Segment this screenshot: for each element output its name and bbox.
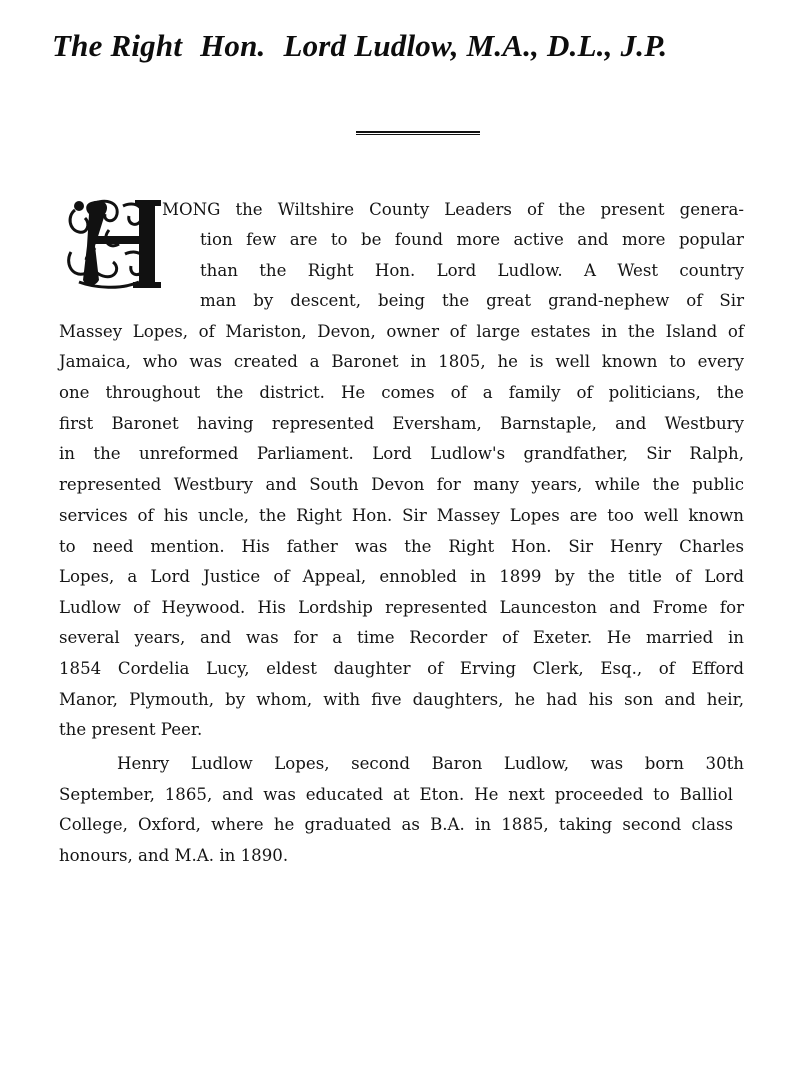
text-line: Lopes, a Lord Justice of Appeal, ennobled in 1899 by the title of Lord xyxy=(59,567,744,586)
text-line: tion few are to be found more active and more popular xyxy=(200,230,744,249)
text-line: several years, and was for a time Recorder of Exeter. He married in xyxy=(59,628,744,647)
text-line: man by descent, being the great grand-nephew of Sir xyxy=(200,291,744,310)
text-line: 1854 Cordelia Lucy, eldest daughter of Erving Clerk, Esq., of Efford xyxy=(59,659,744,678)
text-line: the present Peer. xyxy=(59,720,203,739)
text-line: Henry Ludlow Lopes, second Baron Ludlow, was born 30th xyxy=(117,754,744,773)
text-line: Ludlow of Heywood. His Lordship represented Launceston and Frome for xyxy=(59,598,744,617)
text-line: Manor, Plymouth, by whom, with five daughters, he had his son and heir, xyxy=(59,690,744,709)
title-part: The Right xyxy=(52,28,183,63)
ornamental-drop-cap-icon xyxy=(65,196,163,292)
text-line: in the unreformed Parliament. Lord Ludlow's grandfather, Sir Ralph, xyxy=(59,444,744,463)
text-line: to need mention. His father was the Right Hon. Sir Henry Charles xyxy=(59,537,744,556)
text-line: MONG the Wiltshire County Leaders of the present genera- xyxy=(162,200,744,219)
text-line: honours, and M.A. in 1890. xyxy=(59,846,289,865)
text-line: than the Right Hon. Lord Ludlow. A West country xyxy=(200,261,744,280)
title-part: Lord Ludlow, M.A., D.L., J.P. xyxy=(283,28,668,63)
text-line: first Baronet having represented Eversham, Barnstaple, and Westbury xyxy=(59,414,744,433)
text-line: Massey Lopes, of Mariston, Devon, owner of large estates in the Island of xyxy=(59,322,744,341)
rule-line xyxy=(356,131,480,133)
text-line: College, Oxford, where he graduated as B.A. in 1885, taking second class xyxy=(59,815,733,834)
title-part: Hon. xyxy=(200,28,266,63)
text-line: services of his uncle, the Right Hon. Sir Massey Lopes are too well known xyxy=(59,506,744,525)
text-line: one throughout the district. He comes of a family of politicians, the xyxy=(59,383,744,402)
text-line: Jamaica, who was created a Baronet in 1805, he is well known to every xyxy=(59,352,744,371)
page-title xyxy=(52,28,772,64)
text-line: September, 1865, and was educated at Eton. He next proceeded to Balliol xyxy=(59,785,733,804)
text-line: represented Westbury and South Devon for many years, while the public xyxy=(59,475,744,494)
rule-line xyxy=(356,134,480,135)
decorative-rule xyxy=(356,131,480,136)
